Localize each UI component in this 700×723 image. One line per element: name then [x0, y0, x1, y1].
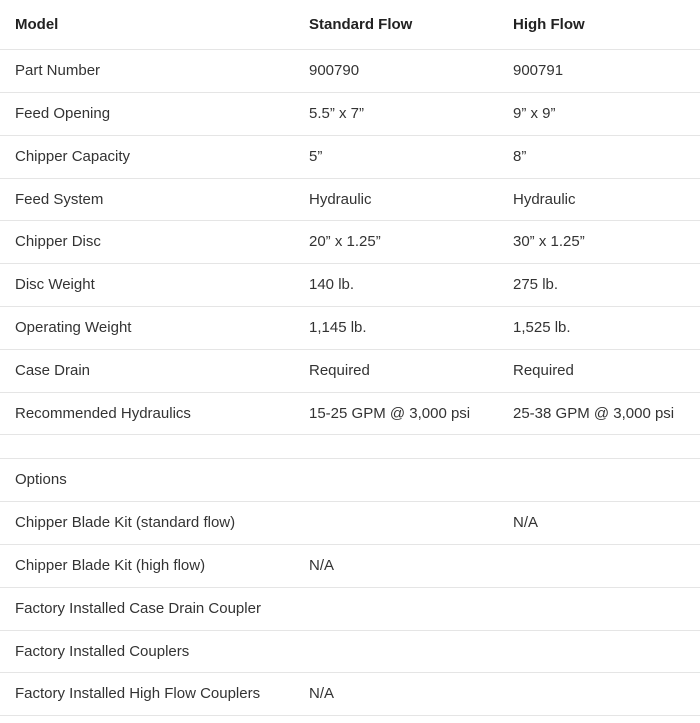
row-label: Chipper Blade Kit (high flow) — [15, 557, 206, 574]
row-label: Disc Weight — [15, 276, 95, 293]
row-label: Factory Installed Case Drain Coupler — [15, 600, 261, 617]
row-standard-value: Required — [309, 362, 370, 379]
row-label: Part Number — [15, 62, 101, 79]
table-row — [0, 93, 700, 136]
table-row — [0, 264, 700, 307]
header-standard-flow: Standard Flow — [309, 15, 413, 33]
header-model: Model — [15, 15, 59, 33]
row-high-value: 25-38 GPM @ 3,000 psi — [513, 404, 675, 422]
row-label: Chipper Blade Kit (standard flow) — [15, 514, 236, 531]
table-row — [0, 136, 700, 179]
options-title-row — [0, 459, 700, 502]
row-high-value: 30” x 1.25” — [513, 233, 585, 250]
row-standard-value: 20” x 1.25” — [309, 233, 381, 250]
table-row — [0, 393, 700, 435]
row-standard-value: 1,145 lb. — [309, 319, 367, 336]
row-label: Feed System — [15, 190, 104, 208]
row-standard-value: 15-25 GPM @ 3,000 psi — [309, 404, 471, 422]
row-high-value: 1,525 lb. — [513, 319, 571, 336]
row-standard-value: 900790 — [309, 62, 360, 79]
row-standard-value: N/A — [309, 557, 335, 574]
row-high-value: N/A — [513, 514, 539, 531]
row-label: Chipper Capacity — [15, 148, 131, 165]
table-row — [0, 350, 700, 393]
row-high-value: Hydraulic — [513, 190, 576, 208]
table-row — [0, 631, 700, 673]
row-label: Factory Installed High Flow Couplers — [15, 685, 261, 702]
row-label: Feed Opening — [15, 105, 111, 122]
row-standard-value: 140 lb. — [309, 276, 355, 293]
table-row — [0, 673, 700, 716]
row-standard-value: N/A — [309, 685, 335, 702]
table-header-row — [0, 0, 700, 50]
table-row — [0, 50, 700, 93]
table-row — [0, 545, 700, 588]
table-row — [0, 307, 700, 350]
row-high-value: 9” x 9” — [513, 105, 556, 122]
table-row — [0, 588, 700, 631]
row-standard-value: Hydraulic — [309, 190, 372, 208]
table-row — [0, 221, 700, 264]
header-high-flow: High Flow — [513, 15, 585, 33]
row-standard-value: 5.5” x 7” — [309, 105, 365, 122]
table-row — [0, 179, 700, 221]
table-spacer-row — [0, 435, 700, 459]
row-standard-value: 5” — [309, 148, 323, 165]
row-high-value: 8” — [513, 148, 527, 165]
row-high-value: Required — [513, 362, 574, 379]
options-title: Options — [15, 471, 67, 488]
row-label: Recommended Hydraulics — [15, 404, 191, 422]
row-high-value: 900791 — [513, 62, 564, 79]
row-high-value: 275 lb. — [513, 276, 559, 293]
row-label: Case Drain — [15, 362, 91, 379]
row-label: Factory Installed Couplers — [15, 642, 190, 660]
row-label: Chipper Disc — [15, 233, 101, 250]
table-row — [0, 502, 700, 545]
row-label: Operating Weight — [15, 319, 132, 336]
